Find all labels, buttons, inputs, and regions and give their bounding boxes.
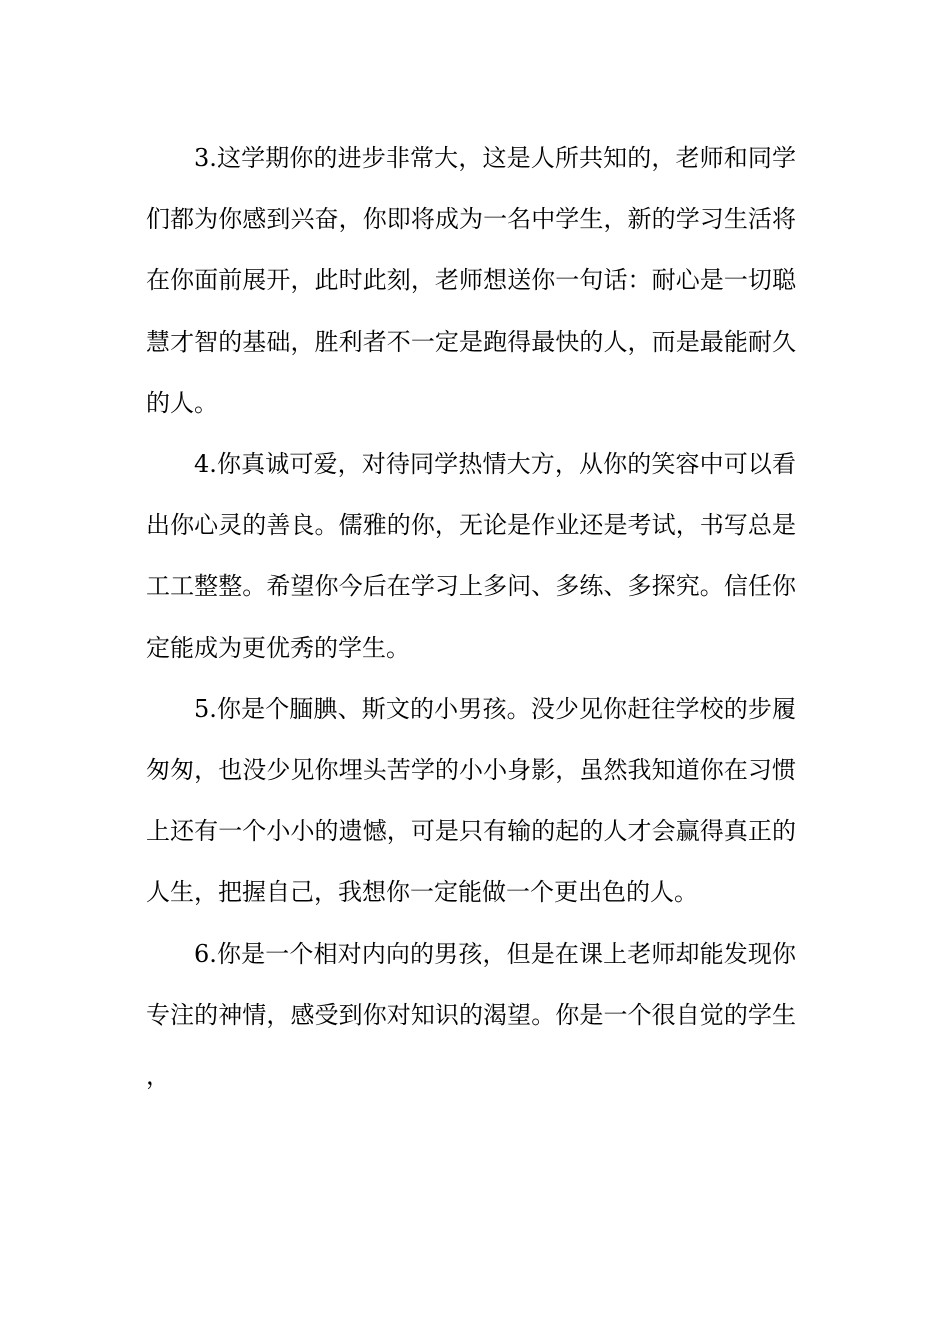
document-body: [146, 128, 796, 1107]
paragraph-6: 6.你是一个相对内向的男孩，但是在课上老师却能发现你专注的神情，感受到你对知识的渴望。你是一个很自觉的学生，: [146, 939, 796, 1091]
paragraph-5: 5.你是个腼腆、斯文的小男孩。没少见你赶往学校的步履匆匆，也没少见你埋头苦学的小小身影，虽然我知道你在习惯上还有一个小小的遗憾，可是只有输的起的人才会赢得真正的人生，把握自己，我想你一定能做一个更出色的人。: [146, 694, 796, 907]
paragraph-3: 3.这学期你的进步非常大，这是人所共知的，老师和同学们都为你感到兴奋，你即将成为一名中学生，新的学习生活将在你面前展开，此时此刻，老师想送你一句话：耐心是一切聪慧才智的基础，胜利者不一定是跑得最快的人，而是最能耐久的人。: [146, 144, 796, 417]
paragraph-4: 4.你真诚可爱，对待同学热情大方，从你的笑容中可以看出你心灵的善良。儒雅的你，无论是作业还是考试，书写总是工工整整。希望你今后在学习上多问、多练、多探究。信任你定能成为更优秀的学生。: [146, 450, 796, 662]
